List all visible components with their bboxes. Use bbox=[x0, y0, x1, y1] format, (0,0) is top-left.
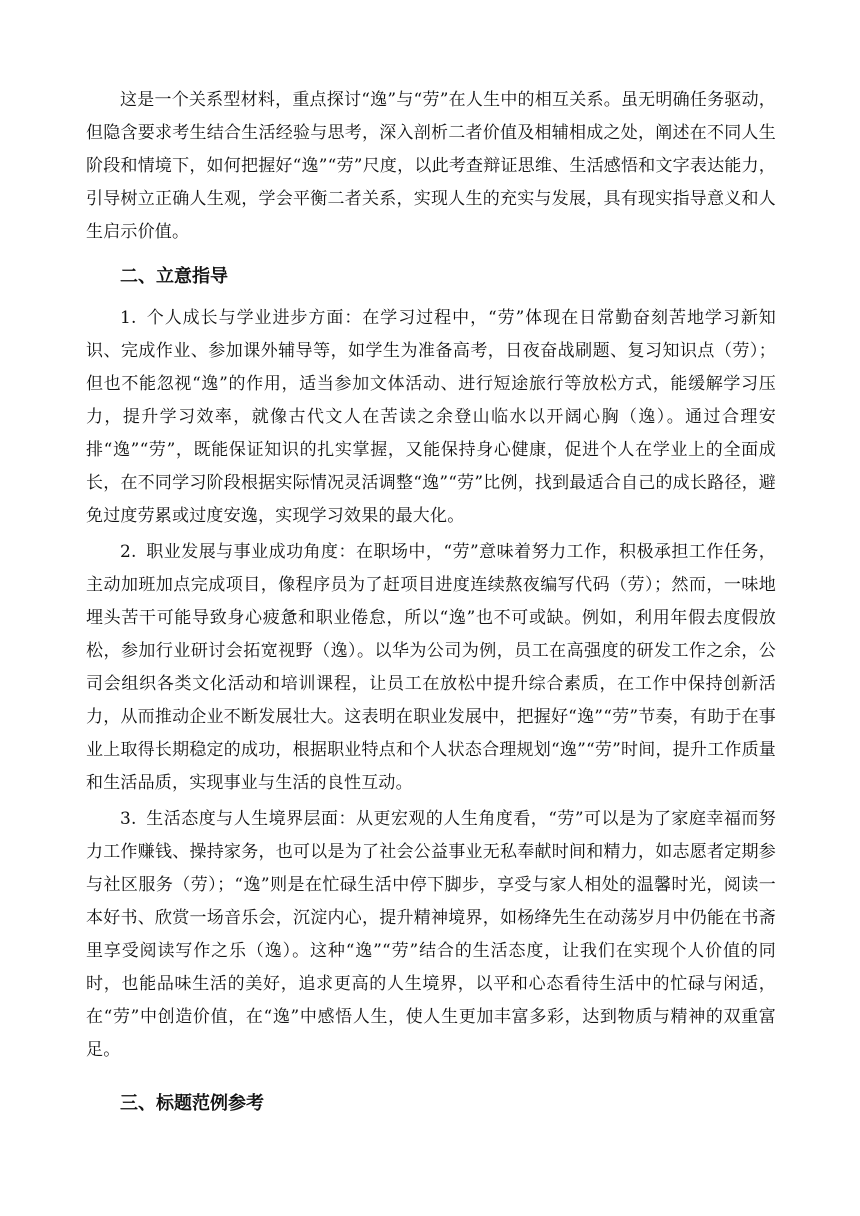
item-number: 2. bbox=[120, 542, 137, 562]
document-page bbox=[86, 84, 776, 1121]
section-heading-title-examples: 三、标题范例参考 bbox=[120, 1093, 264, 1114]
item-number: 3. bbox=[120, 809, 137, 829]
item-text: 生活态度与人生境界层面：从更宏观的人生角度看，“劳”可以是为了家庭幸福而努力工作赚钱、操持家务，也可以是为了社会公益事业无私奉献时间和精力，如志愿者定期参与社区服务（劳）；“逸”则是在忙碌生活中停下脚步，享受与家人相处的温馨时光，阅读一本好书、欣赏一场音乐会，沉淀内心，提升精神境界，如杨绛先生在动荡岁月中仍能在书斋里享受阅读写作之乐（逸）。这种“逸”“劳”结合的生活态度，让我们在实现个人价值的同时，也能品味生活的美好，追求更高的人生境界，以平和心态看待生活中的忙碌与闲适，在“劳”中创造价值，在“逸”中感悟人生，使人生更加丰富多彩，达到物质与精神的双重富足。 bbox=[86, 809, 776, 1060]
guidance-item-2 bbox=[86, 536, 776, 800]
intro-paragraph: 这是一个关系型材料，重点探讨“逸”与“劳”在人生中的相互关系。虽无明确任务驱动，但隐含要求考生结合生活经验与思考，深入剖析二者价值及相辅相成之处，阐述在不同人生阶段和情境下，如何把握好“逸”“劳”尺度，以此考查辩证思维、生活感悟和文字表达能力，引导树立正确人生观，学会平衡二者关系，实现人生的充实与发展，具有现实指导意义和人生启示价值。 bbox=[86, 90, 776, 242]
item-text: 职业发展与事业成功角度：在职场中，“劳”意味着努力工作，积极承担工作任务，主动加班加点完成项目，像程序员为了赶项目进度连续熬夜编写代码（劳）；然而，一味地埋头苦干可能导致身心疲惫和职业倦怠，所以“逸”也不可或缺。例如，利用年假去度假放松，参加行业研讨会拓宽视野（逸）。以华为公司为例，员工在高强度的研发工作之余，公司会组织各类文化活动和培训课程，让员工在放松中提升综合素质，在工作中保持创新活力，从而推动企业不断发展壮大。这表明在职业发展中，把握好“逸”“劳”节奏，有助于在事业上取得长期稳定的成功，根据职业特点和个人状态合理规划“逸”“劳”时间，提升工作质量和生活品质，实现事业与生活的良性互动。 bbox=[86, 542, 776, 793]
item-text: 个人成长与学业进步方面：在学习过程中，“劳”体现在日常勤奋刻苦地学习新知识、完成作业、参加课外辅导等，如学生为准备高考，日夜奋战刷题、复习知识点（劳）；但也不能忽视“逸”的作用，适当参加文体活动、进行短途旅行等放松方式，能缓解学习压力，提升学习效率，就像古代文人在苦读之余登山临水以开阔心胸（逸）。通过合理安排“逸”“劳”，既能保证知识的扎实掌握，又能保持身心健康，促进个人在学业上的全面成长，在不同学习阶段根据实际情况灵活调整“逸”“劳”比例，找到最适合自己的成长路径，避免过度劳累或过度安逸，实现学习效果的最大化。 bbox=[86, 308, 776, 526]
item-number: 1. bbox=[120, 308, 137, 328]
guidance-item-1 bbox=[86, 302, 776, 533]
guidance-item-3 bbox=[86, 803, 776, 1067]
section-heading-guidance: 二、立意指导 bbox=[120, 266, 228, 287]
